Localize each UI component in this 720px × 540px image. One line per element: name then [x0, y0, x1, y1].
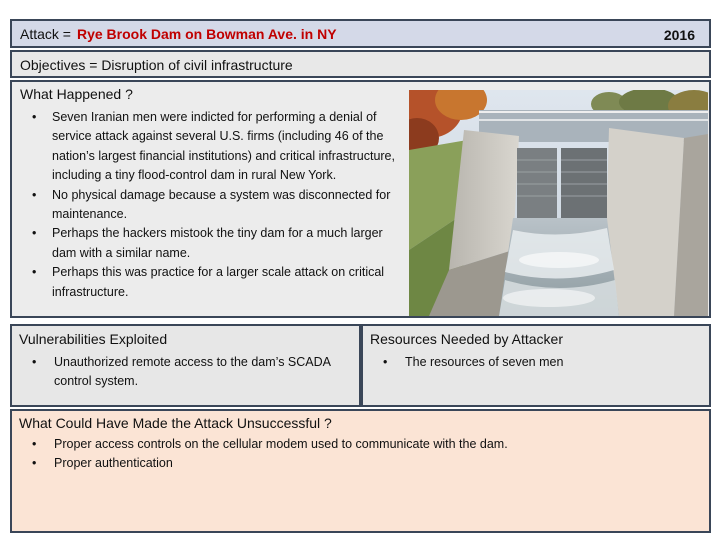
objectives-bar [10, 50, 711, 78]
list-item [20, 108, 405, 186]
list-item [20, 454, 700, 473]
year-label: 2016 [663, 27, 695, 43]
list-item [20, 224, 405, 263]
list-item-text: The resources of seven men [405, 355, 564, 369]
list-item-text: Perhaps this was practice for a larger scale attack on critical infrastructure. [52, 265, 385, 299]
resources-list [371, 353, 701, 372]
mitigation-panel [10, 409, 711, 533]
list-item-text: No physical damage because a system was disconnected for maintenance. [52, 187, 391, 222]
list-item [20, 186, 405, 225]
bullet-icon: • [32, 110, 37, 124]
list-item-text: Proper authentication [54, 456, 173, 471]
attack-label: Attack = [20, 26, 71, 42]
vulnerabilities-list [20, 353, 350, 391]
bullet-icon: • [32, 265, 37, 280]
bullet-icon: • [32, 226, 37, 241]
list-item-text: Seven Iranian men were indicted for performing a denial of service attack against several U.S. firms (including 46 of the nation’s largest financial institutions) and critical infrastructure, including a tiny flood-control dam in rural New York. [52, 110, 395, 183]
list-item [20, 263, 405, 302]
mitigation-list [20, 435, 700, 473]
bullet-icon: • [32, 437, 37, 451]
what-happened-heading: What Happened ? [20, 86, 133, 102]
resources-heading: Resources Needed by Attacker [370, 331, 563, 347]
vulnerabilities-heading: Vulnerabilities Exploited [19, 331, 168, 347]
dam-photo [409, 90, 708, 316]
dam-illustration [409, 90, 708, 316]
bullet-icon: • [32, 456, 37, 471]
list-item-text: Unauthorized remote access to the dam’s SCADA control system. [54, 355, 331, 389]
list-item-text: Proper access controls on the cellular modem used to communicate with the dam. [54, 437, 508, 451]
bullet-icon: • [383, 355, 388, 369]
list-item [20, 435, 700, 454]
what-happened-list [20, 108, 405, 302]
list-item [20, 353, 350, 391]
title-bar [10, 19, 711, 48]
list-item-text: Perhaps the hackers mistook the tiny dam for a much larger dam with a similar name. [52, 226, 383, 260]
objectives-text: Objectives = Disruption of civil infrastructure [20, 57, 293, 73]
bullet-icon: • [32, 187, 37, 202]
vulnerabilities-panel [10, 324, 361, 407]
attack-title [20, 26, 337, 42]
what-happened-panel [10, 80, 711, 318]
mitigation-heading: What Could Have Made the Attack Unsuccessful ? [19, 415, 332, 431]
list-item [371, 353, 701, 372]
attack-value: Rye Brook Dam on Bowman Ave. in NY [76, 26, 337, 42]
bullet-icon: • [32, 355, 37, 369]
resources-panel [361, 324, 711, 407]
